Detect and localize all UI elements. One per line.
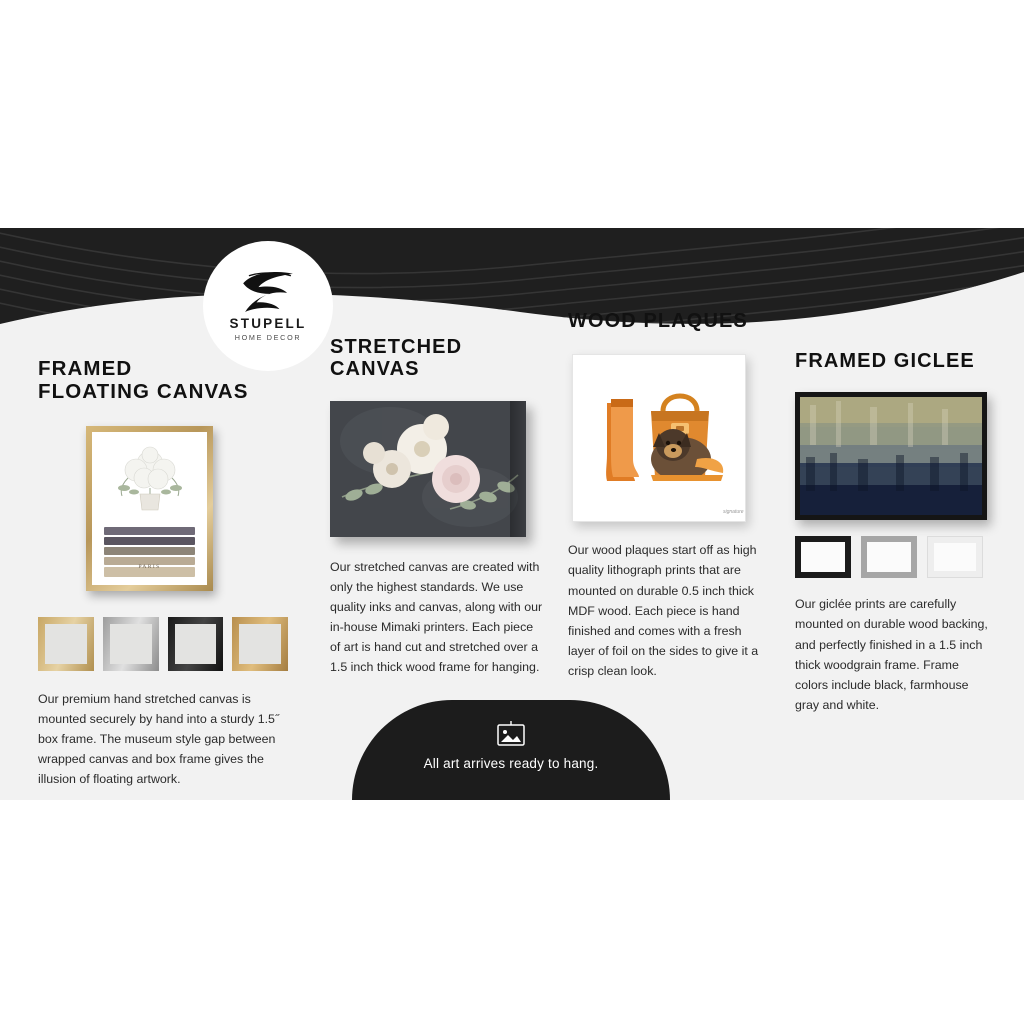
section-description: Our premium hand stretched canvas is mounted securely by hand into a sturdy 1.5˝ box frame. The museum style gap between wrapped canvas and box frame gives the illusion of floating artwork. — [38, 691, 280, 787]
frame-swatch-silver[interactable] — [103, 617, 159, 671]
section-wood-plaques — [568, 310, 768, 681]
white-hydrangea-bouquet-illustration — [108, 444, 192, 514]
abstract-landscape-print — [800, 397, 982, 515]
giclee-frame-farmhouse-gray[interactable] — [861, 536, 917, 578]
brand-tagline: HOME DECOR — [234, 333, 302, 342]
picture-frame-icon — [494, 720, 528, 748]
section-title-line2: FLOATING CANVAS — [38, 379, 249, 403]
frame-color-swatches — [38, 617, 288, 671]
canvas-side-edge — [510, 401, 526, 537]
wood-plaque-artwork — [572, 354, 746, 522]
section-stretched-canvas — [330, 336, 545, 677]
stretched-canvas-artwork — [330, 401, 526, 537]
brand-name: STUPELL — [229, 316, 307, 331]
section-description: Our giclée prints are carefully mounted on durable wood backing, and perfectly finished in a 1.5 inch thick woodgrain frame. Frame colors include black, farmhouse gray and white. — [795, 597, 988, 712]
giclee-frame-color-swatches — [795, 536, 995, 578]
dog-with-boots-and-handbag-illustration — [573, 355, 745, 521]
framed-floating-canvas-artwork — [86, 426, 213, 591]
floral-canvas-illustration — [330, 401, 526, 537]
brand-logo-badge — [203, 241, 333, 371]
stupell-swoosh-logo-icon — [239, 270, 297, 312]
section-framed-floating-canvas — [38, 358, 288, 789]
section-title-line1: STRETCHED — [330, 336, 463, 358]
svg-text:signature: signature — [723, 509, 744, 516]
giclee-frame-black[interactable] — [795, 536, 851, 578]
section-title — [795, 350, 995, 372]
artwork-caption: PARIS — [138, 563, 161, 570]
frame-swatch-wood[interactable] — [232, 617, 288, 671]
section-description: Our wood plaques start off as high quality lithograph prints that are mounted on durable 0.5 inch thick MDF wood. Each piece is hand finished and comes with a fresh layer of foil on the sides to give it a crisp clean look. — [568, 543, 759, 678]
product-construction-infographic — [0, 228, 1024, 800]
artwork-canvas — [92, 432, 207, 585]
frame-swatch-gold[interactable] — [38, 617, 94, 671]
section-framed-giclee — [795, 350, 995, 715]
ready-to-hang-badge — [352, 700, 670, 800]
section-title — [38, 358, 288, 404]
framed-giclee-artwork — [795, 392, 987, 520]
section-title-line1: FRAMED — [38, 357, 133, 380]
footer-text: All art arrives ready to hang. — [423, 756, 599, 771]
giclee-frame-white[interactable] — [927, 536, 983, 578]
section-title — [568, 310, 768, 332]
frame-swatch-black[interactable] — [168, 617, 224, 671]
section-title-line1: WOOD PLAQUES — [568, 310, 748, 332]
section-title-line2: CANVAS — [330, 358, 420, 381]
abstract-brushwork-graphic — [800, 397, 982, 515]
section-title-line1: FRAMED GICLEE — [795, 350, 975, 372]
section-title — [330, 336, 545, 381]
section-description: Our stretched canvas are created with only the highest standards. We use quality inks and canvas, along with our in-house Mimaki printers. Each piece of art is hand cut and stretched over a 1.5 inch thick wood frame for hanging. — [330, 559, 543, 675]
header-wave-graphic — [0, 228, 1024, 348]
